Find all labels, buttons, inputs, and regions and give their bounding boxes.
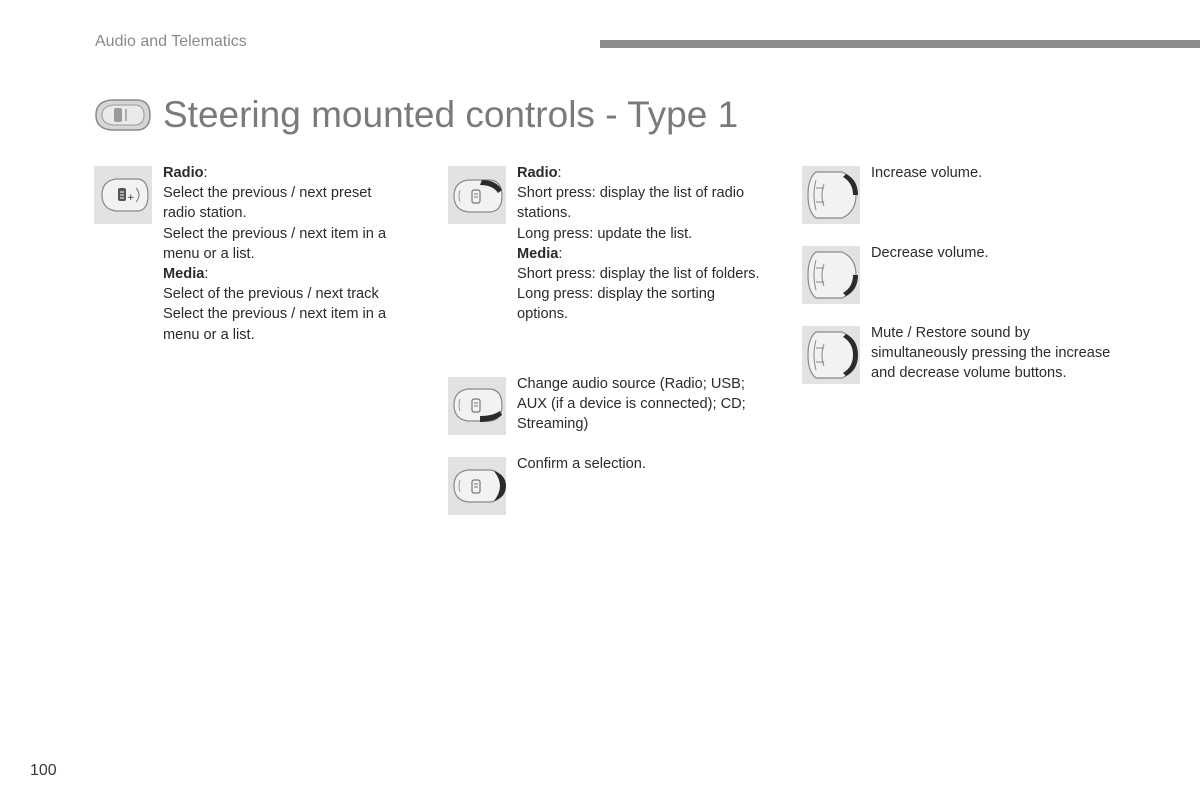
section-label: Audio and Telematics (95, 33, 247, 50)
header-rule (600, 40, 1200, 48)
thumbnail (802, 166, 860, 224)
thumbnail (448, 377, 506, 435)
page-title: Steering mounted controls - Type 1 (163, 94, 739, 135)
volume-up-button-icon (802, 166, 860, 224)
thumbnail (448, 166, 506, 224)
volume-both-buttons-icon (802, 326, 860, 384)
thumbnail (802, 326, 860, 384)
control-description: Confirm a selection. (517, 456, 646, 472)
thumbnail (448, 457, 506, 515)
thumbnail (94, 166, 152, 224)
control-description: Decrease volume. (871, 245, 989, 261)
stalk-bottom-button-icon (448, 377, 506, 435)
control-description: Radio: Select the previous / next preset radio station. Select the previous / next item in a menu or a list. Media: Select of the previous / next track Select the previous / next item in a menu or a list. (163, 165, 387, 343)
stalk-top-button-icon (448, 166, 506, 224)
control-description: Mute / Restore sound by simultaneously pressing the increase and decrease volume buttons. (871, 325, 1111, 382)
thumbnail (802, 246, 860, 304)
svg-text:+: + (127, 193, 135, 203)
stalk-end-press-icon (448, 457, 506, 515)
steering-control-stalk-icon (92, 95, 154, 135)
page-number: 100 (30, 762, 57, 779)
control-description: Change audio source (Radio; USB; AUX (if a device is connected); CD; Streaming) (517, 376, 746, 433)
control-description: Radio: Short press: display the list of radio stations. Long press: update the list. Media: Short press: display the list of folders. Long press: display the sorting options. (517, 165, 760, 323)
volume-down-button-icon (802, 246, 860, 304)
stalk-end-button-icon (94, 166, 152, 224)
control-description: Increase volume. (871, 165, 983, 181)
